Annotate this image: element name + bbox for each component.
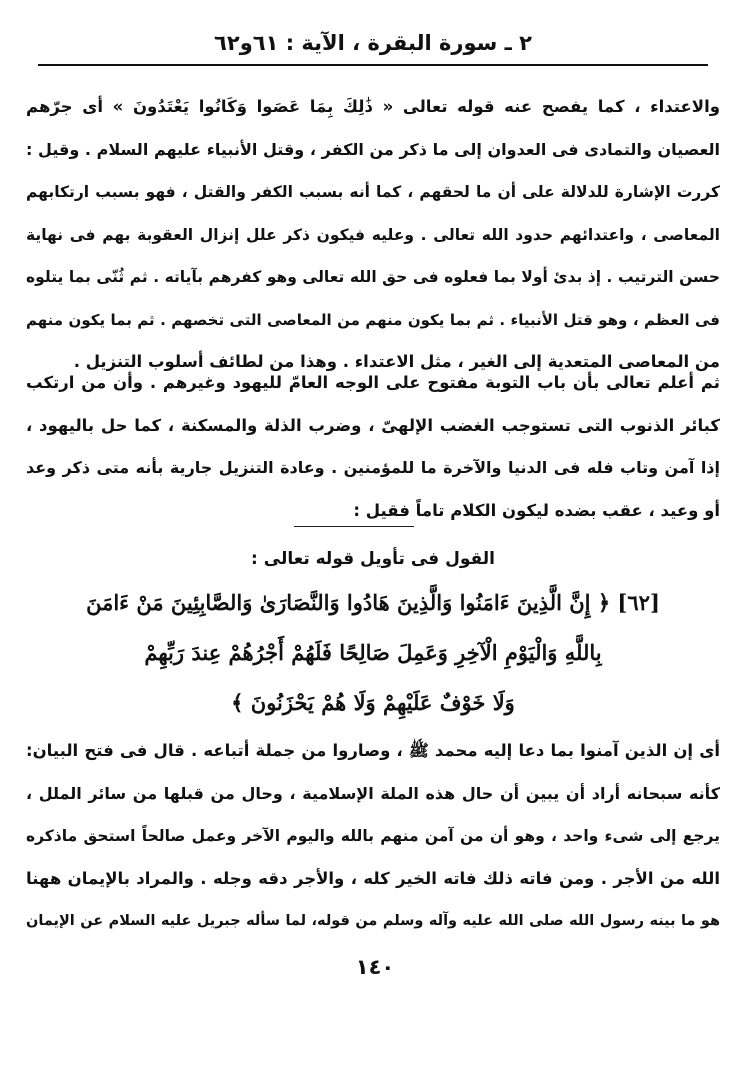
text-line: ثم أعلم تعالى بأن باب التوبة مفتوح على الوجه العامّ لليهود وغيرهم . وأن من ارتكب — [26, 373, 720, 392]
text-line: كررت الإشارة للدلالة على أن ما لحقهم ، كما أنه بسبب الكفر والقتل ، فهو بسبب ارتكابهم — [26, 183, 720, 201]
running-head: ٢ ـ سورة البقرة ، الآية : ٦١و٦٢ — [214, 31, 532, 55]
text-line: المعاصى ، واعتدائهم حدود الله تعالى . وعليه فيكون ذكر علل إنزال العقوبة بهم فى نهاية — [26, 225, 720, 244]
verse-line: [٦٢] ﴿ إِنَّ الَّذِينَ ءَامَنُوا وَالَّذِينَ هَادُوا وَالنَّصَارَىٰ وَالصَّابِئِينَ مَنْ ءَامَنَ — [86, 590, 660, 615]
text-line: كبائر الذنوب التى تستوجب الغضب الإلهىّ ، وضرب الذلة والمسكنة ، كما حل باليهود ، — [26, 415, 720, 435]
quran-verse — [26, 578, 720, 728]
section-heading: القول فى تأويل قوله تعالى : — [251, 549, 495, 569]
text-line: كأنه سبحانه أراد أن يبين أن حال هذه الملة الإسلامية ، وحال من قبلها من سائر الملل ، — [26, 783, 720, 803]
text-line: فى العظم ، وهو قتل الأنبياء . ثم بما يكون منهم من المعاصى التى تخصهم . ثم بما يكون منهم — [26, 310, 720, 329]
text-line: أى إن الذين آمنوا بما دعا إليه محمد ﷺ ، وصاروا من جملة أتباعه . قال فى فتح البيان: — [26, 741, 720, 760]
paragraph-3 — [26, 730, 720, 943]
verse-line: بِاللَّهِ وَالْيَوْمِ الْآخِرِ وَعَمِلَ صَالِحًا فَلَهُمْ أَجْرُهُمْ عِندَ رَبِّهِمْ — [144, 640, 602, 665]
text-line: والاعتداء ، كما يفصح عنه قوله تعالى « ذَٰلِكَ بِمَا عَصَوا وَكَانُوا يَعْتَدُونَ » أى جرّهم — [26, 97, 720, 116]
page-number: ١٤٠ — [355, 955, 395, 979]
verse-line: وَلَا خَوْفٌ عَلَيْهِمْ وَلَا هُمْ يَحْزَنُونَ ﴾ — [231, 690, 515, 715]
paragraph-2 — [26, 362, 720, 532]
paragraph-1 — [26, 86, 720, 384]
text-line: العصيان والتمادى فى العدوان إلى ما ذكر من الكفر ، وقتل الأنبياء عليهم السلام . وقيل : — [26, 139, 720, 159]
section-divider — [294, 526, 414, 527]
header-rule — [38, 64, 708, 66]
text-line: أو وعيد ، عقب بضده ليكون الكلام تاماً فقيل : — [353, 500, 720, 520]
text-line: حسن الترتيب . إذ بدئ أولا بما فعلوه فى حق الله تعالى وهو كفرهم بآياته . ثم ثُنّى بما يتلوه — [26, 268, 720, 286]
text-line: من المعاصى المتعدية إلى الغير ، مثل الاعتداء . وهذا من لطائف أسلوب التنزيل . — [73, 352, 720, 371]
text-line: هو ما بينه رسول الله صلى الله عليه وآله وسلم من قوله، لما سأله جبريل عليه السلام عن الإيمان — [26, 913, 720, 929]
text-line: إذا آمن وتاب فله فى الدنيا والآخرة ما للمؤمنين . وعادة التنزيل جارية بأنه متى ذكر وعد — [26, 458, 720, 477]
text-line: الله من الأجر . ومن فاته ذلك فاته الخير كله ، والأجر دقه وجله . والمراد بالإيمان ههنا — [26, 868, 720, 888]
text-line: يرجع إلى شىء واحد ، وهو أن من آمن منهم بالله واليوم الآخر وعمل صالحاً استحق ماذكره — [26, 827, 720, 845]
